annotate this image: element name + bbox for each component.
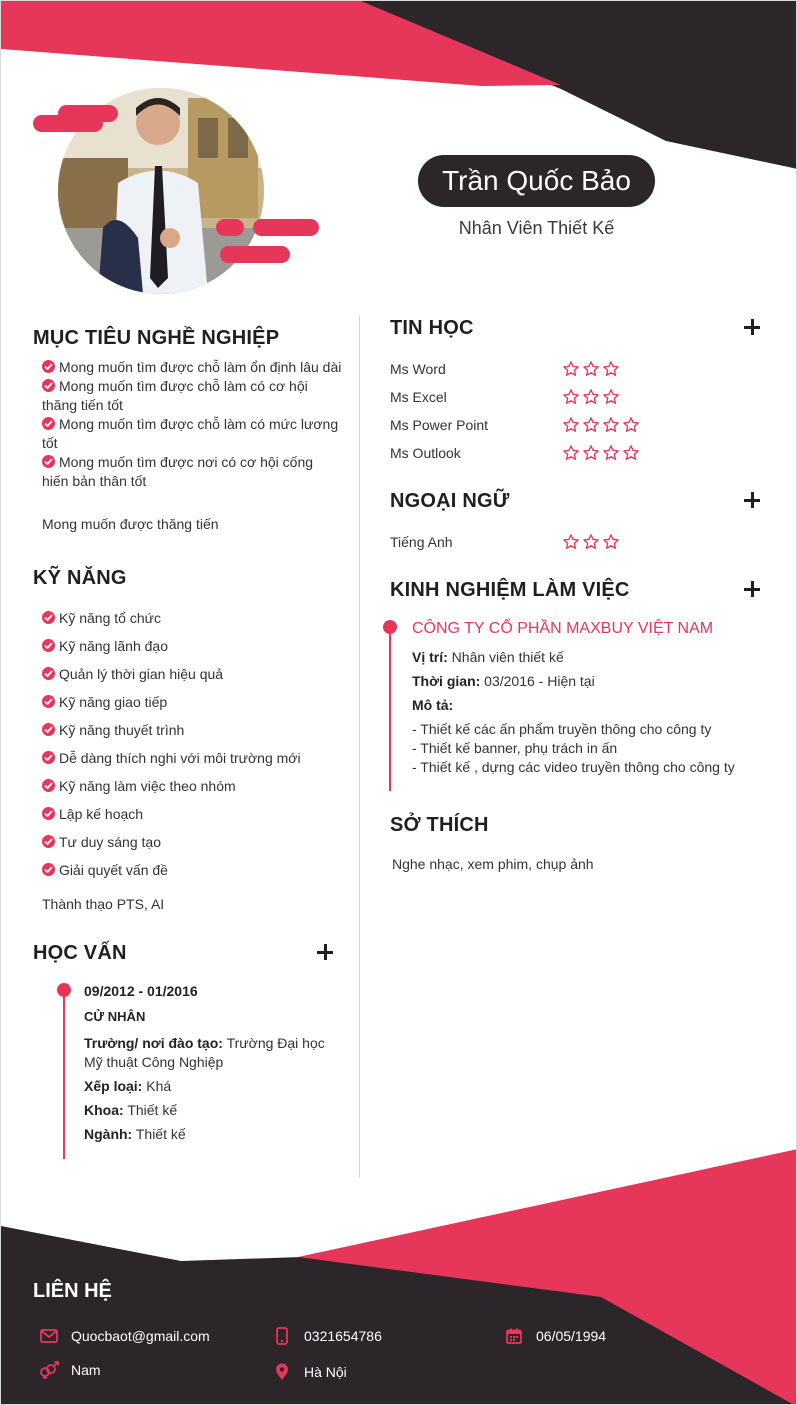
star-icon [602, 416, 620, 434]
star-rating [562, 360, 620, 378]
list-item: Kỹ năng làm việc theo nhóm [42, 777, 301, 805]
list-item: Kỹ năng thuyết trình [42, 721, 301, 749]
check-icon [42, 779, 55, 792]
languages-heading: NGOẠI NGỮ [390, 490, 510, 512]
star-icon [562, 388, 580, 406]
column-divider [359, 316, 360, 1178]
experience-heading: KINH NGHIỆM LÀM VIỆC [390, 579, 630, 601]
objective-heading: MỤC TIÊU NGHỀ NGHIỆP [33, 327, 280, 349]
check-icon [42, 455, 55, 468]
email-icon [39, 1326, 59, 1346]
check-icon [42, 639, 55, 652]
star-icon [622, 444, 640, 462]
add-education-icon[interactable] [317, 944, 333, 960]
decor-pill [216, 219, 244, 236]
star-icon [602, 444, 620, 462]
check-icon [42, 379, 55, 392]
contact-location: Hà Nội [272, 1362, 347, 1382]
education-rank: Khá [146, 1078, 172, 1094]
check-icon [42, 751, 55, 764]
skills-list [42, 609, 301, 889]
star-icon [582, 360, 600, 378]
experience-entry: CÔNG TY CỔ PHẦN MAXBUY VIỆT NAM Vị trí: Nhân viên thiết kế Thời gian: 03/2016 - Hiện tại Mô tả: - Thiết kế các ấn phẩm truyền thông cho công ty - Thiết kế banner, phụ trách in ấn - Thiết kế , dựng các video truyền thông cho công ty [412, 619, 772, 777]
job-time: 03/2016 - Hiện tại [484, 673, 595, 689]
decor-pill [253, 219, 319, 236]
education-school: Trường Đại học Mỹ thuật Công Nghiệp [84, 1035, 325, 1070]
education-entry: 09/2012 - 01/2016 CỬ NHÂN Trường/ nơi đào tạo: Trường Đại học Mỹ thuật Công Nghiệp Xếp loại: Khá Khoa: Thiết kế Ngành: Thiết kế [84, 982, 344, 1144]
map-pin-icon [272, 1362, 292, 1382]
job-desc-line: - Thiết kế , dựng các video truyền thông cho công ty [412, 759, 735, 775]
list-item: Mong muốn tìm được chỗ làm có cơ hội thăng tiến tốt [42, 378, 308, 413]
star-rating [562, 416, 640, 434]
job-title: Nhân Viên Thiết Kế [458, 218, 615, 238]
star-icon [602, 533, 620, 551]
list-item: Lập kế hoạch [42, 805, 301, 833]
star-icon [582, 416, 600, 434]
contact-phone[interactable]: 0321654786 [272, 1326, 382, 1346]
objective-extra: Mong muốn được thăng tiến [42, 516, 219, 532]
contact-birthday: 06/05/1994 [504, 1326, 606, 1346]
star-rating [562, 444, 640, 462]
hobbies-text: Nghe nhạc, xem phim, chụp ảnh [392, 856, 594, 872]
star-icon [562, 416, 580, 434]
add-experience-icon[interactable] [744, 581, 760, 597]
list-item: Quản lý thời gian hiệu quả [42, 665, 301, 693]
contact-gender: Nam [39, 1360, 101, 1380]
job-desc-line: - Thiết kế các ấn phẩm truyền thông cho công ty [412, 721, 712, 737]
check-icon [42, 667, 55, 680]
list-item: Kỹ năng tổ chức [42, 609, 301, 637]
list-item: Dễ dàng thích nghi với môi trường mới [42, 749, 301, 777]
star-rating [562, 533, 620, 551]
contact-email[interactable]: Quocbaot@gmail.com [39, 1326, 210, 1346]
star-icon [562, 444, 580, 462]
skills-extra: Thành thạo PTS, AI [42, 896, 165, 912]
full-name: Trần Quốc Bảo [418, 155, 655, 207]
job-desc-line: - Thiết kế banner, phụ trách in ấn [412, 740, 618, 756]
list-item: Mong muốn tìm được chỗ làm có mức lương tốt [42, 416, 339, 451]
star-icon [582, 444, 600, 462]
check-icon [42, 417, 55, 430]
education-degree: CỬ NHÂN [84, 1009, 146, 1024]
skills-heading: KỸ NĂNG [33, 567, 127, 589]
timeline-line [63, 991, 65, 1159]
check-icon [42, 611, 55, 624]
objective-list [42, 358, 342, 491]
phone-icon [272, 1326, 292, 1346]
check-icon [42, 807, 55, 820]
job-position: Nhân viên thiết kế [451, 649, 564, 665]
list-item: Kỹ năng giao tiếp [42, 693, 301, 721]
gender-icon [39, 1360, 59, 1380]
education-period: 09/2012 - 01/2016 [84, 983, 198, 999]
education-heading: HỌC VẤN [33, 942, 127, 964]
check-icon [42, 695, 55, 708]
add-language-icon[interactable] [744, 492, 760, 508]
star-icon [562, 360, 580, 378]
list-item: Mong muốn tìm được nơi có cơ hội cống hiến bản thân tốt [42, 454, 314, 489]
star-icon [582, 388, 600, 406]
list-item: Giải quyết vấn đề [42, 861, 301, 889]
star-icon [602, 360, 620, 378]
resume-page: Trần Quốc Bảo Nhân Viên Thiết Kế MỤC TIÊU NGHỀ NGHIỆP Mong muốn tìm được chỗ làm ổn định lâu dài Mong muốn tìm được chỗ làm có cơ hội thăng tiến tốt Mong muốn tìm được chỗ làm có mức lương tốt Mong muốn tìm được nơi có cơ hội cống hiến bản thân tốt Mong muốn được thăng tiến KỸ NĂNG Kỹ năng tổ chức Kỹ năng lãnh đạo Quản lý thời gian hiệu quả Kỹ năng giao tiếp Kỹ năng thuyết trình Dễ dàng thích nghi với môi trường mới Kỹ năng làm việc theo nhóm Lập kế hoạch Tư duy sáng tạo Giải quyết vấn đề Thành thạo PTS, AI HỌC VẤN 09/2012 - 01/2016 CỬ NHÂN Trường/ nơi đào tạo: Trường Đại học Mỹ thuật Công Nghiệp Xếp loại: Khá Khoa: Thiết kế Ngành: Thiết kế TIN HỌC Ms Word Ms Excel Ms Power Point Ms Outlook NGOẠI NGỮ Tiếng Anh KINH NGHIỆM LÀM VIỆC CÔNG TY CỔ PHẦN MAXBUY VIỆT NAM Vị trí: Nhân viên thiết kế Thời gian: 03/2016 - Hiện tại Mô tả: - Thiết kế các ấn phẩm truyền thông cho công ty - Thiết kế banner, phụ trách in ấn - Thiết kế , dựng các video truyền thông cho công ty SỞ THÍCH Nghe nhạc, xem phim, chụp ảnh LIÊN HỆ Quocbaot@gmail.com 0321654786 06/05/1994 Nam Hà Nội [0, 0, 797, 1405]
timeline-line [389, 628, 391, 791]
add-it-skill-icon[interactable] [744, 319, 760, 335]
hobbies-heading: SỞ THÍCH [390, 814, 489, 836]
check-icon [42, 835, 55, 848]
education-faculty: Thiết kế [127, 1102, 178, 1118]
education-major: Thiết kế [135, 1126, 186, 1142]
check-icon [42, 723, 55, 736]
calendar-icon [504, 1326, 524, 1346]
decor-pill [33, 115, 103, 132]
it-skills-heading: TIN HỌC [390, 317, 474, 339]
star-icon [622, 416, 640, 434]
star-icon [602, 388, 620, 406]
list-item: Mong muốn tìm được chỗ làm ổn định lâu dài [42, 358, 342, 377]
contact-heading: LIÊN HỆ [33, 1280, 112, 1302]
decor-pill [220, 246, 290, 263]
company-name: CÔNG TY CỔ PHẦN MAXBUY VIỆT NAM [412, 620, 714, 637]
star-icon [562, 533, 580, 551]
check-icon [42, 360, 55, 373]
star-rating [562, 388, 620, 406]
list-item: Kỹ năng lãnh đạo [42, 637, 301, 665]
list-item: Tư duy sáng tạo [42, 833, 301, 861]
check-icon [42, 863, 55, 876]
star-icon [582, 533, 600, 551]
